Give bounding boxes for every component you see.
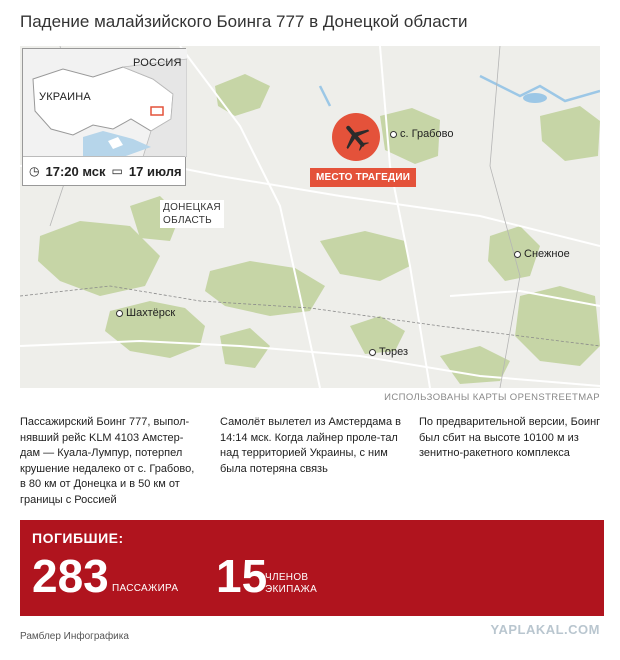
- page-title: Падение малайзийского Боинга 777 в Донецкой области: [20, 12, 468, 31]
- town-shakhtersk-label: Шахтёрск: [126, 307, 176, 319]
- town-grabovo[interactable]: [390, 128, 453, 140]
- airplane-icon: [339, 120, 373, 154]
- town-dot-icon: [116, 310, 123, 317]
- town-shakhtersk[interactable]: [116, 307, 175, 319]
- oblast-label: [160, 200, 224, 228]
- town-dot-icon: [369, 349, 376, 356]
- text-column-1: Пассажирский Боинг 777, выпол-нявший рейс KLM 4103 Амстер-дам — Куала-Лумпур, потерпел крушение недалеко от с. Грабово, в 80 км от Донецка и в 50 км от границы с Россией: [20, 416, 195, 506]
- oblast-label-line2: ОБЛАСТЬ: [163, 215, 213, 226]
- text-column-2: Самолёт вылетел из Амстердама в 14:14 мск. Когда лайнер проле-тал над территорией Украины, с ним была потеряна связь: [220, 416, 401, 475]
- inset-country-russia: РОССИЯ: [133, 57, 182, 69]
- crash-site-marker[interactable]: [332, 113, 380, 161]
- crew-count: 15: [216, 550, 268, 602]
- casualties-heading: ПОГИБШИЕ:: [32, 530, 124, 546]
- watermark: YAPLAKAL.COM: [490, 622, 600, 637]
- text-column-3: По предварительной версии, Боинг был сбит на высоте 10100 м из зенитно-ракетного комплекса: [419, 416, 601, 459]
- inset-country-ukraine: УКРАИНА: [39, 91, 91, 103]
- casualties-panel: [20, 520, 604, 616]
- crew-label-line1: ЧЛЕНОВ: [265, 572, 309, 583]
- crash-date: 17 июля: [128, 163, 182, 179]
- town-snezhnoe[interactable]: [514, 248, 570, 260]
- passengers-label: ПАССАЖИРА: [112, 583, 179, 594]
- crash-site-label: МЕСТО ТРАГЕДИИ: [310, 168, 416, 187]
- town-dot-icon: [514, 251, 521, 258]
- town-grabovo-label: с. Грабово: [400, 128, 454, 140]
- locator-inset: [22, 48, 186, 186]
- crew-label-line2: ЭКИПАЖА: [265, 584, 318, 595]
- town-dot-icon: [390, 131, 397, 138]
- source-credit: Рамблер Инфографика: [20, 631, 129, 642]
- crash-time: 17:20 мск: [45, 163, 106, 179]
- map-credit: ИСПОЛЬЗОВАНЫ КАРТЫ OPENSTREETMAP: [384, 392, 600, 403]
- town-torez[interactable]: [369, 346, 408, 358]
- passengers-count: 283: [32, 550, 109, 602]
- oblast-label-line1: ДОНЕЦКАЯ: [163, 202, 221, 213]
- town-torez-label: Торез: [379, 346, 409, 358]
- clock-icon: ◷: [29, 164, 40, 178]
- inset-footer: [23, 156, 185, 185]
- town-snezhnoe-label: Снежное: [524, 248, 570, 260]
- calendar-icon: ▭: [111, 164, 123, 178]
